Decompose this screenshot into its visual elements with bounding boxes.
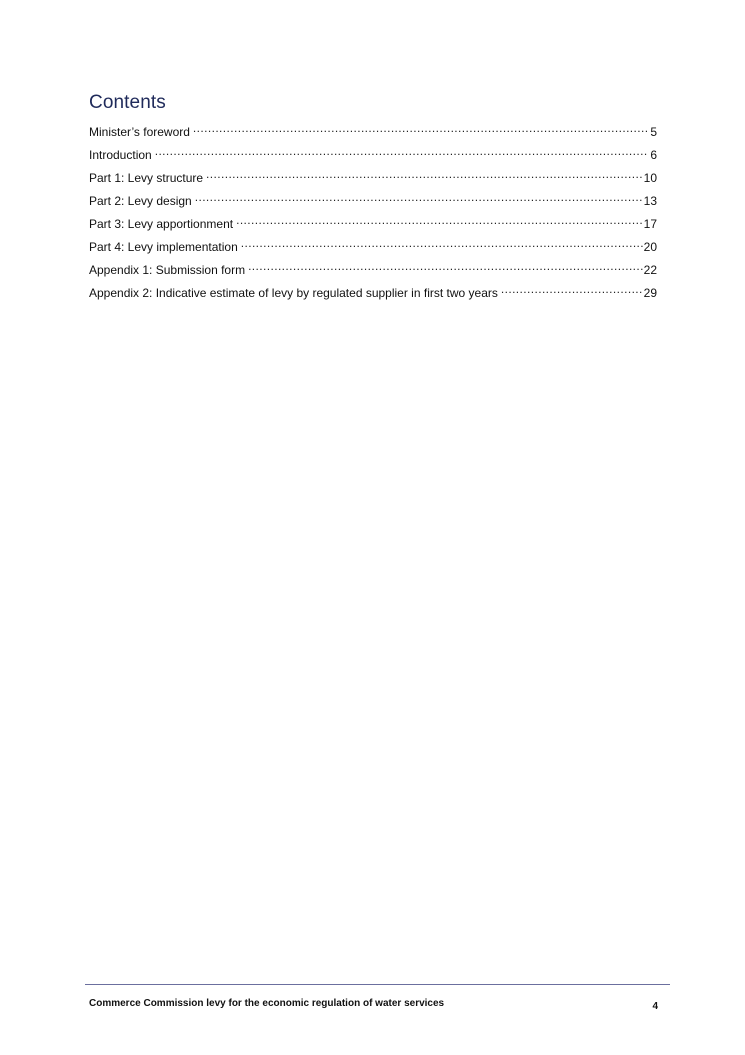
toc-entry-part-3[interactable] <box>89 212 657 235</box>
toc-dot-leader <box>236 212 643 228</box>
toc-entry-appendix-2[interactable] <box>89 281 657 304</box>
toc-dot-leader <box>155 143 648 159</box>
toc-entry-page: 17 <box>643 217 657 231</box>
toc-entry-title: Part 2: Levy design <box>89 194 192 208</box>
toc-entry-title: Part 3: Levy apportionment <box>89 217 234 231</box>
toc-entry-title: Appendix 1: Submission form <box>89 263 246 277</box>
toc-entry-page: 13 <box>643 194 657 208</box>
toc-entry-appendix-1[interactable] <box>89 258 657 281</box>
toc-entry-page: 22 <box>643 263 657 277</box>
toc-dot-leader <box>195 189 643 205</box>
toc-entry-page: 10 <box>643 171 657 185</box>
footer-document-title: Commerce Commission levy for the economic regulation of water services <box>89 998 445 1009</box>
toc-entry-title: Appendix 2: Indicative estimate of levy by regulated supplier in first two years <box>89 286 498 300</box>
toc-entry-page: 5 <box>650 125 657 139</box>
toc-entry-title: Minister’s foreword <box>89 125 190 139</box>
footer-page-number: 4 <box>652 1001 658 1012</box>
footer-divider <box>85 984 670 985</box>
toc-dot-leader <box>501 281 643 297</box>
toc-entry-page: 29 <box>643 286 657 300</box>
toc-entry-part-1[interactable] <box>89 166 657 189</box>
toc-dot-leader <box>206 166 643 182</box>
contents-heading: Contents <box>89 92 166 113</box>
toc-entry-page: 6 <box>650 148 657 162</box>
toc-entry-title: Part 4: Levy implementation <box>89 240 238 254</box>
toc-entry-part-4[interactable] <box>89 235 657 258</box>
toc-dot-leader <box>193 120 648 136</box>
table-of-contents <box>89 120 657 304</box>
toc-entry-page: 20 <box>643 240 657 254</box>
toc-entry-introduction[interactable] <box>89 143 657 166</box>
toc-dot-leader <box>248 258 643 274</box>
toc-dot-leader <box>241 235 643 251</box>
toc-entry-ministers-foreword[interactable] <box>89 120 657 143</box>
toc-entry-part-2[interactable] <box>89 189 657 212</box>
toc-entry-title: Introduction <box>89 148 152 162</box>
toc-entry-title: Part 1: Levy structure <box>89 171 204 185</box>
